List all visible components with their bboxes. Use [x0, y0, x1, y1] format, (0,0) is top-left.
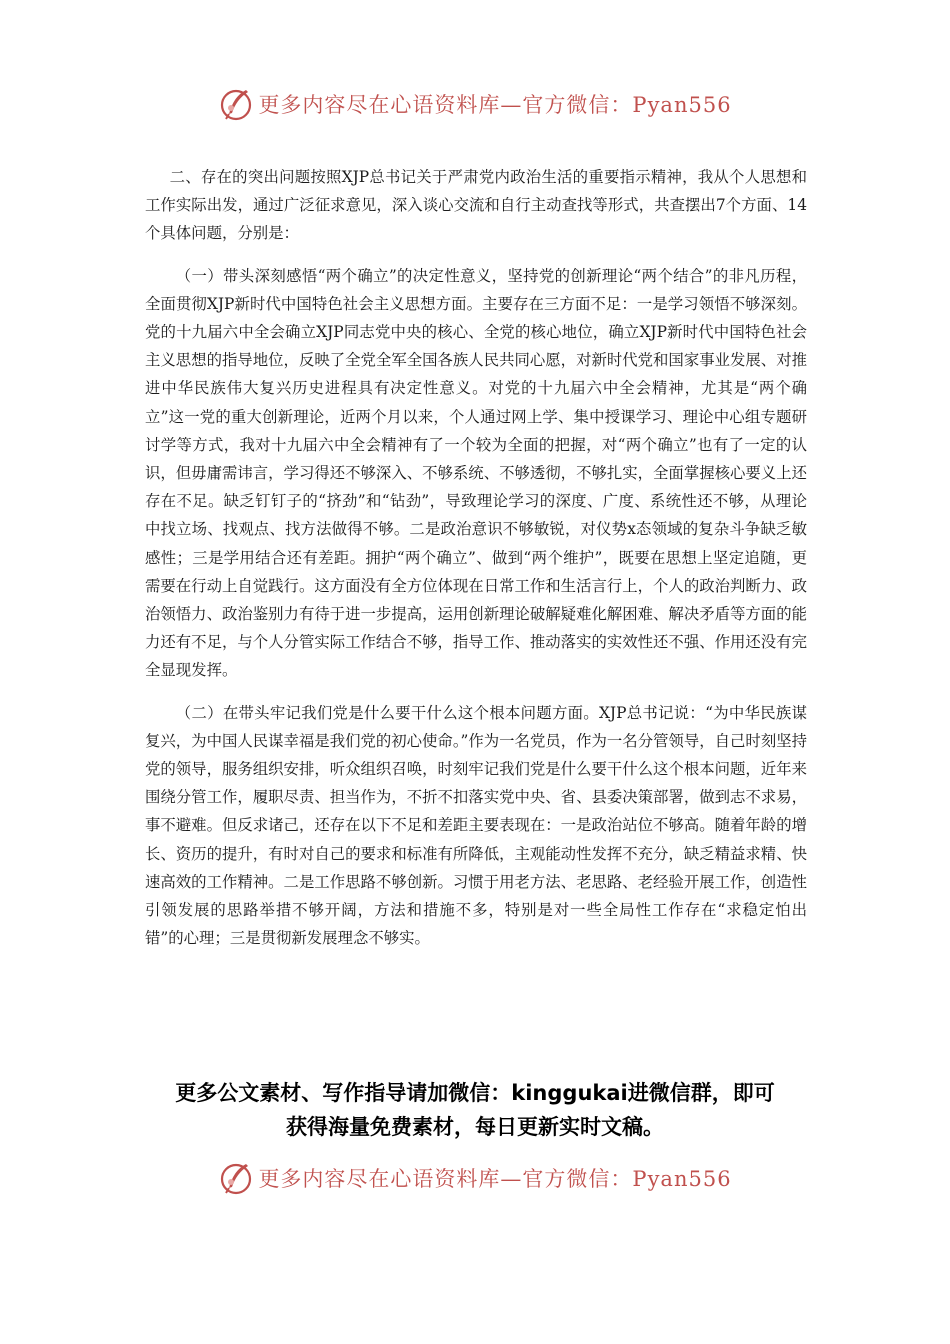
document-body — [145, 163, 807, 966]
header-banner — [0, 84, 950, 124]
promo-line-2: 获得海量免费素材，每日更新实时文稿。 — [286, 1115, 664, 1139]
promo-line-1: 更多公文素材、写作指导请加微信：kinggukai进微信群，即可 — [175, 1081, 775, 1105]
promo-notice — [100, 1076, 850, 1144]
quill-pen-logo-icon — [218, 1160, 254, 1196]
footer-banner — [0, 1158, 950, 1198]
banner-text: 更多内容尽在心语资料库—官方微信：Pyan556 — [258, 1167, 732, 1191]
paragraph-intro: 二、存在的突出问题按照XJP总书记关于严肃党内政治生活的重要指示精神，我从个人思想和工作实际出发，通过广泛征求意见，深入谈心交流和自行主动查找等形式，共查摆出7个方面、14个具体问题，分别是： — [145, 168, 807, 243]
paragraph-section-1: （一）带头深刻感悟“两个确立”的决定性意义，坚持党的创新理论“两个结合”的非凡历程，全面贯彻XJP新时代中国特色社会主义思想方面。主要存在三方面不足：一是学习领悟不够深刻。党的十九届六中全会确立XJP同志党中央的核心、全党的核心地位，确立XJP新时代中国特色社会主义思想的指导地位，反映了全党全军全国各族人民共同心愿，对新时代党和国家事业发展、对推进中华民族伟大复兴历史进程具有决定性意义。对党的十九届六中全会精神，尤其是“两个确立”这一党的重大创新理论，近两个月以来，个人通过网上学、集中授课学习、理论中心组专题研讨学等方式，我对十九届六中全会精神有了一个较为全面的把握，对“两个确立”也有了一定的认识，但毋庸需讳言，学习得还不够深入、不够系统、不够透彻，不够扎实，全面掌握核心要义上还存在不足。缺乏钉钉子的“挤劲”和“钻劲”，导致理论学习的深度、广度、系统性还不够，从理论中找立场、找观点、找方法做得不够。二是政治意识不够敏锐，对仪势x态领域的复杂斗争缺乏敏感性；三是学用结合还有差距。拥护“两个确立”、做到“两个维护”，既要在思想上坚定追随，更需要在行动上自觉践行。这方面没有全方位体现在日常工作和生活言行上，个人的政治判断力、政治领悟力、政治鉴别力有待于进一步提高，运用创新理论破解疑难化解困难、解决矛盾等方面的能力还有不足，与个人分管实际工作结合不够，指导工作、推动落实的实效性还不强、作用还没有完全显现发挥。 — [145, 266, 807, 680]
paragraph-section-2: （二）在带头牢记我们党是什么要干什么这个根本问题方面。XJP总书记说：“为中华民族谋复兴，为中国人民谋幸福是我们党的初心使命。”作为一名党员，作为一名分管领导，自己时刻坚持党的领导，服务组织安排，听众组织召唤，时刻牢记我们党是什么要干什么这个根本问题，近年来围绕分管工作，履职尽责、担当作为，不折不扣落实党中央、省、县委决策部署，做到志不求易，事不避难。但反求诸己，还存在以下不足和差距主要表现在：一是政治站位不够高。随着年龄的增长、资历的提升，有时对自己的要求和标准有所降低，主观能动性发挥不充分，缺乏精益求精、快速高效的工作精神。二是工作思路不够创新。习惯于用老方法、老思路、老经验开展工作，创造性引领发展的思路举措不够开阔，方法和措施不多，特别是对一些全局性工作存在“求稳定怕出错”的心理；三是贯彻新发展理念不够实。 — [145, 703, 807, 948]
banner-text: 更多内容尽在心语资料库—官方微信：Pyan556 — [258, 93, 732, 117]
quill-pen-logo-icon — [218, 86, 254, 122]
